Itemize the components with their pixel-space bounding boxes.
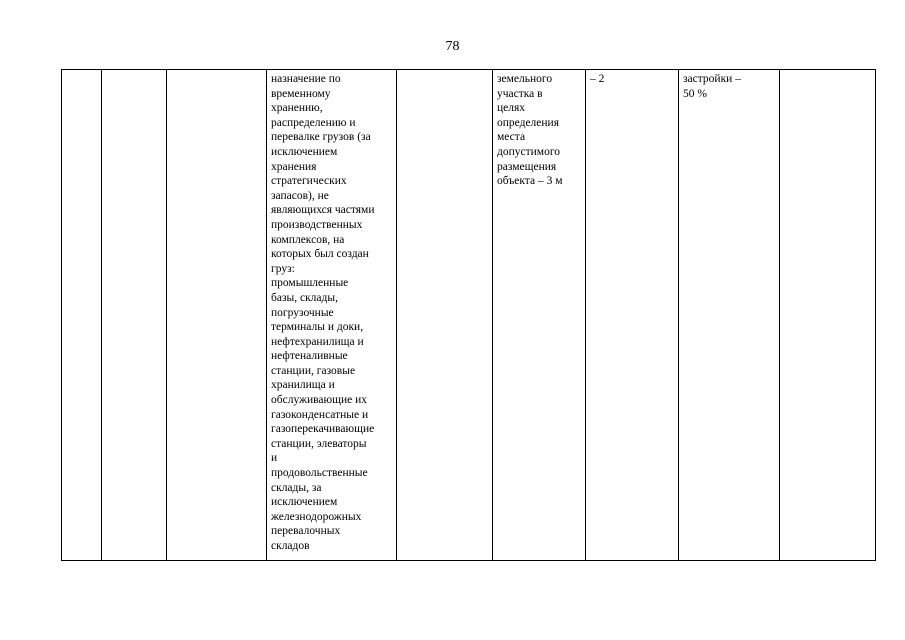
cell-text-line: объекта – 3 м [497, 175, 563, 188]
cell-text-line: размещения [497, 160, 557, 173]
cell-text-line: исключением [271, 145, 338, 158]
cell-text-line: исключением [271, 496, 338, 509]
cell-text-line: целях [497, 102, 526, 115]
cell-text-line: места [497, 131, 526, 144]
cell-text-line: которых был создан [271, 248, 369, 261]
cell-text-line: распределению и [271, 116, 356, 129]
land-use-description-cell [267, 70, 397, 561]
building-coverage-cell [679, 70, 780, 561]
table-cell-2 [102, 70, 167, 561]
land-use-description-text [271, 72, 392, 554]
cell-text-line: газоконденсатные и [271, 408, 369, 421]
cell-text-line: склады, за [271, 481, 322, 494]
cell-text-line: определения [497, 116, 560, 129]
cell-text-line: станции, газовые [271, 364, 356, 377]
cell-text-line: временному [271, 87, 331, 100]
building-coverage-text [683, 72, 775, 101]
cell-text-line: хранилища и [271, 379, 335, 392]
cell-text-line: промышленные [271, 277, 349, 290]
table-row [62, 70, 876, 561]
cell-text-line: 50 % [683, 87, 707, 100]
cell-text-line: нефтехранилища и [271, 335, 364, 348]
cell-text-line: железнодорожных [271, 510, 362, 523]
table-cell-9 [780, 70, 876, 561]
cell-text-line: назначение по [271, 73, 341, 85]
cell-text-line: перевалке грузов (за [271, 131, 371, 144]
cell-text-line: хранению, [271, 102, 323, 115]
cell-text-line: являющихся частями [271, 204, 375, 217]
cell-text-line: застройки – [683, 73, 741, 85]
cell-text-line: складов [271, 540, 310, 552]
setback-distance-text [497, 72, 581, 189]
floors-cell [586, 70, 679, 561]
cell-text-line: производственных [271, 218, 363, 231]
cell-text-line: газоперекачивающие [271, 423, 375, 436]
cell-text-line: комплексов, на [271, 233, 345, 246]
regulations-table [61, 69, 876, 561]
cell-text-line: терминалы и доки, [271, 321, 364, 334]
floors-text [590, 72, 674, 87]
setback-distance-cell [493, 70, 586, 561]
cell-text-line: и [271, 452, 278, 465]
cell-text-line: погрузочные [271, 306, 334, 319]
table-cell-1 [62, 70, 102, 561]
cell-text-line: базы, склады, [271, 291, 338, 304]
cell-text-line: участка в [497, 87, 543, 100]
cell-text-line: перевалочных [271, 525, 341, 538]
cell-text-line: обслуживающие их [271, 394, 368, 407]
cell-text-line: продовольственные [271, 467, 368, 480]
page-number: 78 [445, 39, 460, 54]
cell-text-line: стратегических [271, 175, 347, 188]
cell-text-line: нефтеналивные [271, 350, 348, 363]
cell-text-line: земельного [497, 73, 553, 85]
cell-text-line: запасов), не [271, 189, 329, 202]
table-cell-3 [167, 70, 267, 561]
cell-text-line: станции, элеваторы [271, 437, 367, 450]
cell-text-line: хранения [271, 160, 317, 173]
cell-text-line: допустимого [497, 145, 560, 158]
table-cell-5 [397, 70, 493, 561]
cell-text-line: груз: [271, 262, 295, 275]
cell-text-line: – 2 [590, 73, 605, 85]
